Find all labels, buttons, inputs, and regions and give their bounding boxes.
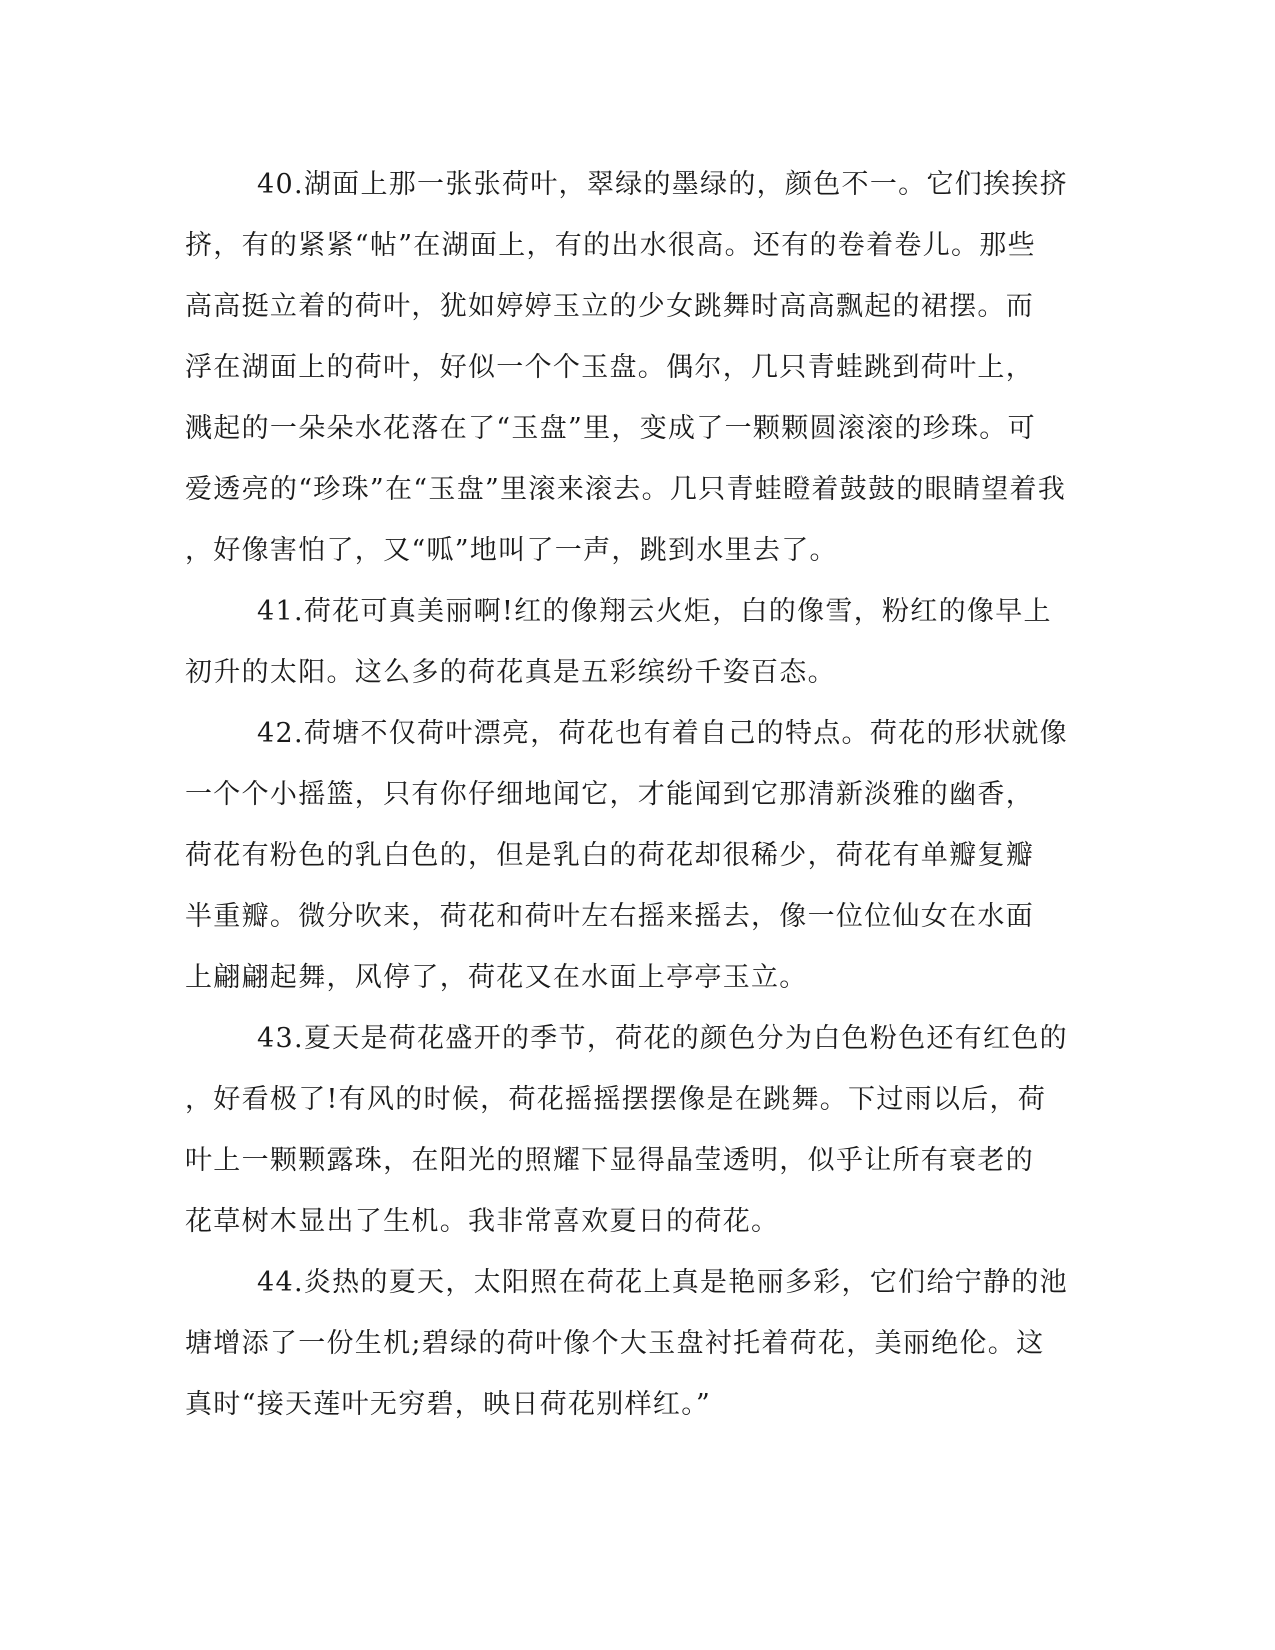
text-line: 挤，有的紧紧“帖”在湖面上，有的出水很高。还有的卷着卷儿。那些 [185,230,1036,261]
text-line: 44.炎热的夏天，太阳照在荷花上真是艳丽多彩，它们给宁静的池 [257,1267,1068,1298]
paragraph-41 [185,581,1065,703]
text-line: 浮在湖面上的荷叶，好似一个个玉盘。偶尔，几只青蛙跳到荷叶上， [185,352,1034,383]
text-line: 爱透亮的“珍珠”在“玉盘”里滚来滚去。几只青蛙瞪着鼓鼓的眼睛望着我 [185,474,1067,505]
text-line: ，好像害怕了，又“呱”地叫了一声，跳到水里去了。 [185,535,838,566]
text-line: 一个个小摇篮，只有你仔细地闻它，才能闻到它那清新淡雅的幽香， [185,779,1034,810]
text-line: 43.夏天是荷花盛开的季节，荷花的颜色分为白色粉色还有红色的 [257,1023,1068,1054]
text-line: 花草树木显出了生机。我非常喜欢夏日的荷花。 [185,1206,780,1237]
text-line: 溅起的一朵朵水花落在了“玉盘”里，变成了一颗颗圆滚滚的珍珠。可 [185,413,1036,444]
text-line: 半重瓣。微分吹来，荷花和荷叶左右摇来摇去，像一位位仙女在水面 [185,901,1034,932]
paragraph-40 [185,154,1068,581]
text-line: 塘增添了一份生机;碧绿的荷叶像个大玉盘衬托着荷花，美丽绝伦。这 [185,1328,1045,1359]
text-line: 40.湖面上那一张张荷叶，翠绿的墨绿的，颜色不一。它们挨挨挤 [257,169,1068,200]
text-line: ，好看极了!有风的时候，荷花摇摇摆摆像是在跳舞。下过雨以后，荷 [185,1084,1047,1115]
text-line: 上翩翩起舞，风停了，荷花又在水面上亭亭玉立。 [185,962,808,993]
text-line: 41.荷花可真美丽啊!红的像翔云火炬，白的像雪，粉红的像早上 [257,596,1052,627]
paragraph-42 [185,703,1068,1008]
text-line: 真时“接天莲叶无穷碧，映日荷花别样红。” [185,1389,712,1420]
text-line: 荷花有粉色的乳白色的，但是乳白的荷花却很稀少，荷花有单瓣复瓣 [185,840,1034,871]
text-line: 42.荷塘不仅荷叶漂亮，荷花也有着自己的特点。荷花的形状就像 [257,718,1068,749]
paragraph-44 [185,1252,1068,1435]
document-body [185,154,1068,1435]
text-line: 叶上一颗颗露珠，在阳光的照耀下显得晶莹透明，似乎让所有衰老的 [185,1145,1034,1176]
paragraph-43 [185,1008,1068,1252]
text-line: 高高挺立着的荷叶，犹如婷婷玉立的少女跳舞时高高飘起的裙摆。而 [185,291,1034,322]
text-line: 初升的太阳。这么多的荷花真是五彩缤纷千姿百态。 [185,657,836,688]
